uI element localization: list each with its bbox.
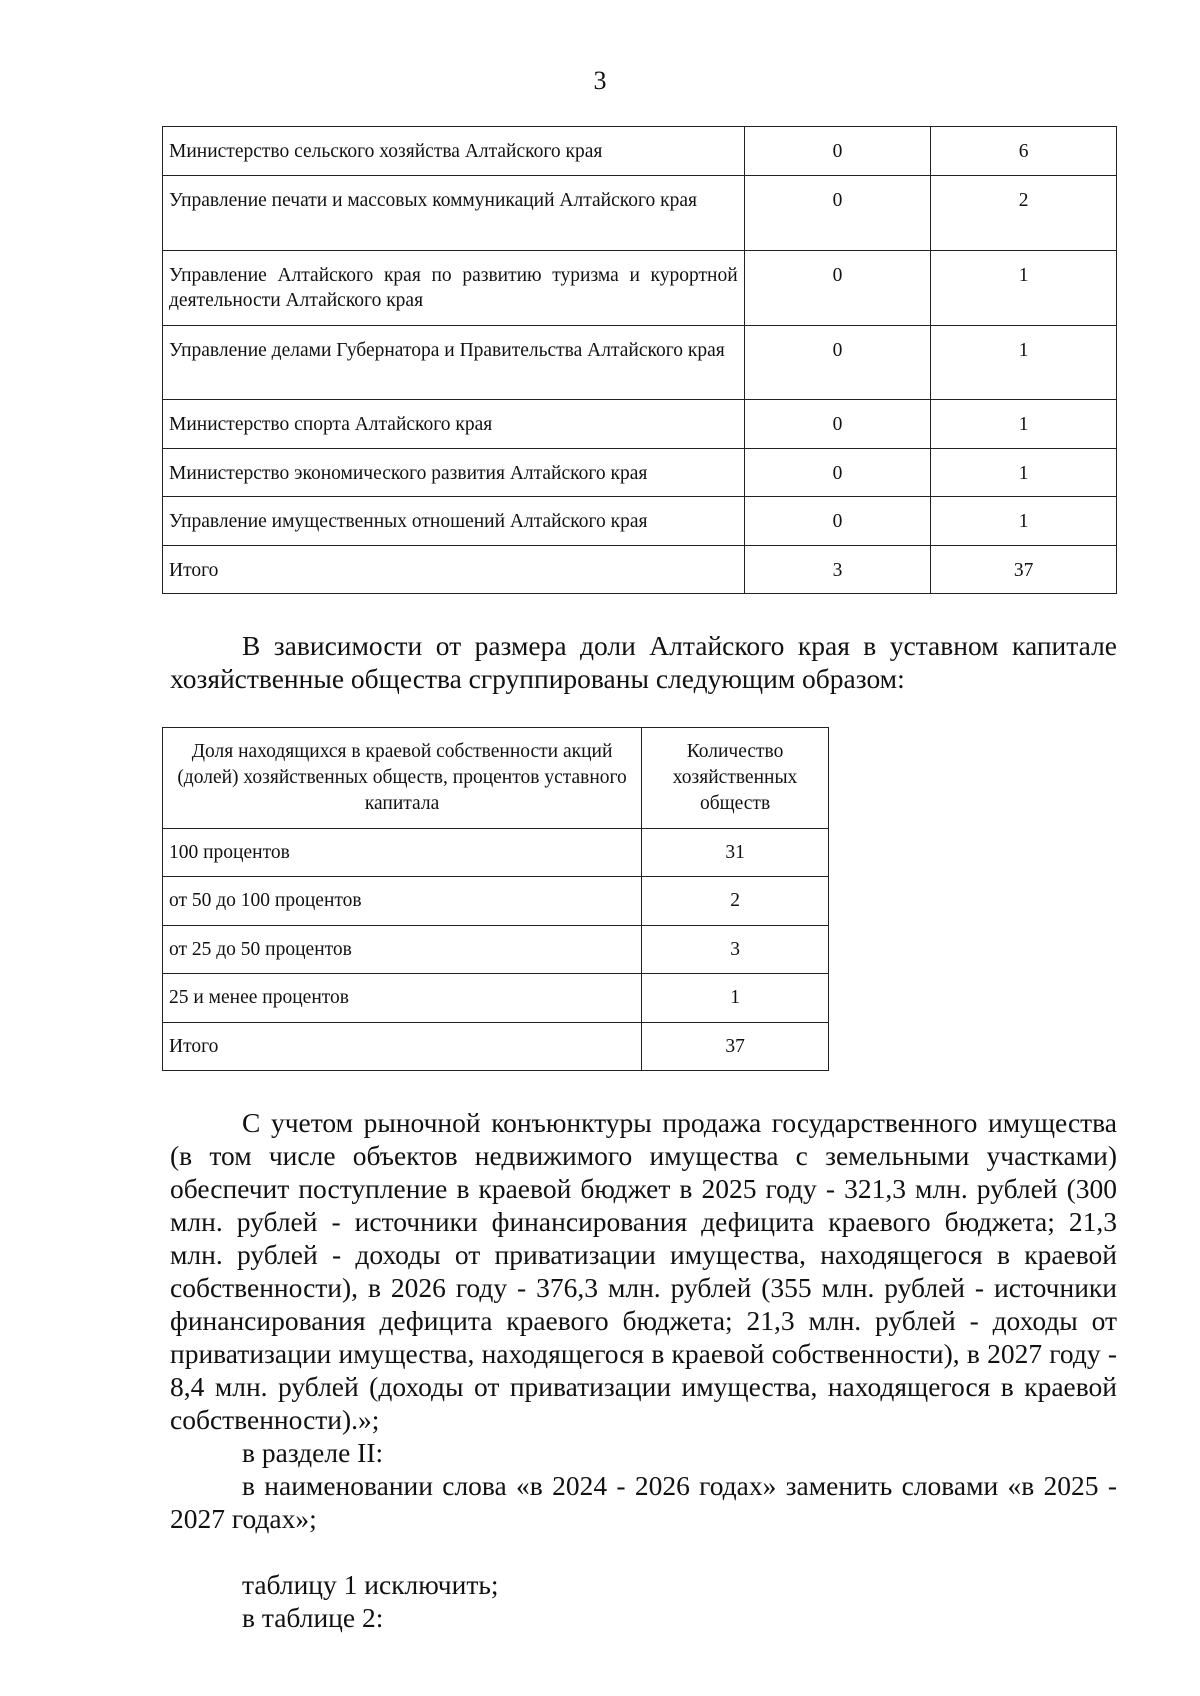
count-cell-1: 0 — [744, 251, 931, 326]
paragraph-revenue: С учетом рыночной конъюнктуры продажа государственного имущества (в том числе объектов недвижимого имущества с земельными участками) обеспечит поступление в краевой бюджет в 2025 году - 321,3 млн. рублей (300 млн. рублей - источники финансирования дефицита краевого бюджета; 21,3 млн. рублей - доходы от приватизации имущества, находящегося в краевой собственности), в 2026 году - 376,3 млн. рублей (355 млн. рублей - источники финансирования дефицита краевого бюджета; 21,3 млн. рублей - доходы от приватизации имущества, находящегося в краевой собственности), в 2027 году - 8,4 млн. рублей (доходы от приватизации имущества, находящегося в краевой собственности).»; — [170, 1107, 1117, 1435]
count-cell-1: 0 — [744, 326, 931, 400]
count-cell-2: 1 — [931, 449, 1117, 497]
agencies-table — [162, 126, 1117, 594]
agency-name: Управление делами Губернатора и Правительства Алтайского края — [163, 326, 745, 400]
count-cell-2: 6 — [931, 127, 1117, 176]
count-cell-2: 1 — [931, 326, 1117, 400]
share-label: от 25 до 50 процентов — [163, 926, 642, 974]
share-label: 25 и менее процентов — [163, 974, 642, 1023]
total-cell-2: 37 — [931, 546, 1117, 594]
agency-name: Управление печати и массовых коммуникаций Алтайского края — [163, 176, 745, 251]
agency-name: Министерство экономического развития Алтайского края — [163, 449, 745, 497]
count-cell-1: 0 — [744, 400, 931, 449]
agency-name: Министерство спорта Алтайского края — [163, 400, 745, 449]
share-column-header: Доля находящихся в краевой собственности акций (долей) хозяйственных обществ, процентов уставного капитала — [163, 728, 642, 829]
line-table2: в таблице 2: — [242, 1602, 384, 1633]
total-cell-1: 3 — [744, 546, 931, 594]
table-row — [163, 326, 1117, 400]
agency-name: Управление имущественных отношений Алтайского края — [163, 497, 745, 546]
count-cell-1: 0 — [744, 449, 931, 497]
total-label: Итого — [163, 546, 745, 594]
share-count: 2 — [642, 877, 829, 926]
table-row — [163, 877, 829, 926]
table-row — [163, 449, 1117, 497]
table-row — [163, 497, 1117, 546]
share-label: 100 процентов — [163, 829, 642, 877]
count-cell-2: 1 — [931, 400, 1117, 449]
count-cell-1: 0 — [744, 127, 931, 176]
share-count: 1 — [642, 974, 829, 1023]
share-count: 31 — [642, 829, 829, 877]
total-label: Итого — [163, 1023, 642, 1071]
page-number: 3 — [593, 66, 607, 95]
count-column-header: Количество хозяйственных обществ — [642, 728, 829, 829]
paragraph-title-change: в наименовании слова «в 2024 - 2026 годах» заменить словами «в 2025 - 2027 годах»; — [170, 1470, 1117, 1534]
table-row — [163, 400, 1117, 449]
agency-name: Управление Алтайского края по развитию туризма и курортной деятельности Алтайского края — [163, 251, 745, 326]
count-cell-1: 0 — [744, 176, 931, 251]
table-row — [163, 176, 1117, 251]
table-row — [163, 829, 829, 877]
table-row — [163, 926, 829, 974]
count-cell-2: 1 — [931, 497, 1117, 546]
share-count: 3 — [642, 926, 829, 974]
table-row — [163, 974, 829, 1023]
total-count: 37 — [642, 1023, 829, 1071]
table-header-row — [163, 728, 829, 829]
paragraph-share-intro: В зависимости от размера доли Алтайского края в уставном капитале хозяйственные общества сгруппированы следующим образом: — [170, 630, 1117, 694]
table-row-total — [163, 546, 1117, 594]
agency-name: Министерство сельского хозяйства Алтайского края — [163, 127, 745, 176]
count-cell-2: 1 — [931, 251, 1117, 326]
table-row — [163, 251, 1117, 326]
table-row-total — [163, 1023, 829, 1071]
count-cell-1: 0 — [744, 497, 931, 546]
table-row — [163, 127, 1117, 176]
line-section: в разделе II: — [242, 1437, 384, 1468]
count-cell-2: 2 — [931, 176, 1117, 251]
line-table1: таблицу 1 исключить; — [242, 1569, 499, 1600]
share-distribution-table — [162, 727, 829, 1071]
share-label: от 50 до 100 процентов — [163, 877, 642, 926]
